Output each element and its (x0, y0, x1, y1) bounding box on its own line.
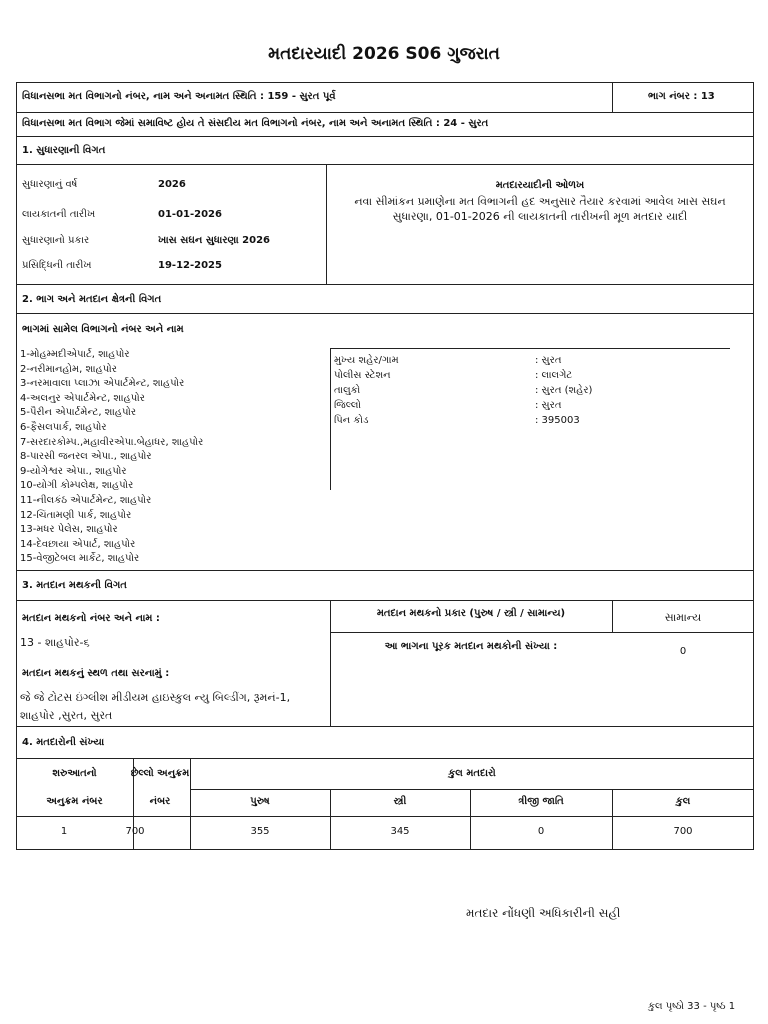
list-item: 12-ચિંતામણી પાર્ક, શાહપોર (20, 509, 132, 521)
address-label: મતદાન મથકનું સ્થળ તથા સરનામું : (22, 668, 170, 679)
list-item: 10-યોગી કોમ્પલેક્ષ, શાહપોર (20, 480, 134, 492)
villages-subheading: ભાગમાં સામેલ વિભાગનો નંબર અને નામ (22, 324, 184, 335)
section4-heading: 4. મતદારોની સંખ્યા (22, 737, 105, 748)
parliament-label: વિધાનસભા મત વિભાગ જેમાં સમાવિષ્ટ હોય તે સંસદીય મત વિભાગનો નંબર, નામ અને અનામત સ્થિતિ : 24 - સુરત (22, 118, 489, 129)
list-item: 8-પારસી જનરલ એપા., શાહપોર (20, 451, 152, 463)
section2-heading: 2. ભાગ અને મતદાન ક્ષેત્રની વિગત (22, 294, 162, 305)
page-footer: કુલ પૃષ્ઠો 33 - પૃષ્ઠ 1 (648, 1001, 736, 1012)
publication-date-value: 19-12-2025 (158, 260, 222, 271)
list-item: 14-દેવછાયા એપાર્ટ, શાહપોર (20, 538, 136, 550)
section1-heading: 1. સુધારણાની વિગત (22, 145, 106, 156)
taluka-label: તાલુકો (334, 385, 361, 396)
col-female: સ્ત્રી (393, 796, 407, 807)
aux-stations-value: 0 (679, 646, 687, 657)
station-type-label: મતદાન મથકનો પ્રકાર (પુરુષ / સ્ત્રી / સામાન્ય) (376, 608, 566, 619)
qualifying-date-label: લાયકાતની તારીખ (22, 209, 96, 220)
address-line2: શાહપોર ,સુરત, સુરત (20, 709, 113, 722)
col-total: કુલ (675, 796, 691, 807)
list-item: 9-યોગેશ્વર એપા., શાહપોર (20, 465, 127, 477)
cell-female: 345 (390, 826, 410, 837)
page-title: મતદારયાદી 2026 S06 ગુજરાત (268, 44, 500, 64)
roll-id-line2: સુધારણા, 01-01-2026 ની લાયકાતની તારીખની મૂળ મતદાર યાદી (392, 210, 688, 223)
list-item: 2-નરીમાનહોમ, શાહપોર (20, 363, 117, 375)
details-top-rule (330, 348, 730, 349)
section3-heading: 3. મતદાન મથકની વિગત (22, 580, 127, 591)
revision-year-value: 2026 (158, 179, 186, 190)
list-item: 1-મોહમ્મદીએપાર્ટ, શાહપોર (20, 349, 130, 360)
officer-signature: મતદાર નોંધણી અધિકારીની સહી (466, 906, 621, 920)
revision-type-label: સુધારણાનો પ્રકાર (22, 235, 90, 246)
list-item: 13-મધર પેલેસ, શાહપોર (20, 524, 118, 536)
cell-start: 1 (60, 826, 68, 837)
list-item: 7-સરદારકોમ્પ.,મહાવીરએપા.બેહાધર, શાહપોર (20, 436, 204, 448)
cell-end: 700 (125, 826, 145, 837)
city-value: : સુરત (535, 355, 562, 366)
qualifying-date-value: 01-01-2026 (158, 209, 222, 220)
col-male: પુરુષ (250, 796, 270, 807)
list-item: 6-ફૈસલપાર્ક, શાહપોર (20, 422, 107, 433)
police-station-value: : લાલગેટ (535, 370, 573, 381)
address-line1: જે જે ટોટસ ઇંગ્લીશ મીડીયમ હાઇસ્કુલ ન્યુ બિલ્ડીંગ, રૂમનં-1, (20, 691, 291, 704)
station-type-value: સામાન્ય (664, 611, 702, 624)
roll-id-line1: નવા સીમાંકન પ્રમાણેના મત વિભાગની હદ અનુસાર તૈયાર કરવામાં આવેલ ખાસ સઘન (354, 195, 726, 208)
aux-stations-label: આ ભાગના પૂરક મતદાન મથકોની સંખ્યા : (384, 641, 558, 652)
total-voters-heading: કુલ મતદારો (448, 768, 496, 779)
col-end-label1: છેલ્લો અનુક્રમ (130, 768, 190, 779)
col-start-label1: શરુઆતનો (52, 768, 97, 779)
assembly-label: વિધાનસભા મત વિભાગનો નંબર, નામ અને અનામત સ્થિતિ : 159 - સુરત પૂર્વ (22, 91, 336, 102)
district-value: : સુરત (535, 400, 562, 411)
col-third-gender: ત્રીજી જાતિ (518, 796, 564, 807)
city-label: મુખ્ય શહેર/ગામ (334, 355, 399, 366)
pincode-value: : 395003 (535, 415, 580, 426)
revision-type-value: ખાસ સઘન સુધારણા 2026 (158, 235, 271, 246)
list-item: 11-નીલકંઠ એપાર્ટમેન્ટ, શાહપોર (20, 495, 152, 506)
part-number: ભાગ નંબર : 13 (648, 91, 715, 102)
details-divider (330, 348, 331, 490)
list-item: 4-અલનુર એપાર્ટમેન્ટ, શાહપોર (20, 392, 145, 404)
list-item: 15-વેજીટેબલ માર્કેટ, શાહપોર (20, 553, 140, 565)
publication-date-label: પ્રસિદ્ધિની તારીખ (22, 260, 92, 271)
station-label: મતદાન મથકનો નંબર અને નામ : (22, 613, 160, 624)
cell-total: 700 (673, 826, 693, 837)
district-label: જિલ્લો (334, 400, 361, 411)
taluka-value: : સુરત (શહેર) (535, 385, 593, 396)
station-value: 13 - શાહપોર-૬ (20, 636, 90, 649)
col-start-label2: અનુક્રમ નંબર (46, 796, 103, 807)
cell-male: 355 (250, 826, 270, 837)
cell-third-gender: 0 (537, 826, 545, 837)
list-item: 3-નરમાવાલા પ્લાઝા એપાર્ટમેન્ટ, શાહપોર (20, 378, 185, 390)
revision-year-label: સુધારણાનું વર્ષ (22, 179, 78, 190)
pincode-label: પિન કોડ (334, 415, 369, 426)
roll-id-heading: મતદારયાદીની ઓળખ (495, 180, 585, 191)
col-end-label2: નંબર (149, 796, 171, 807)
list-item: 5-પૈરીન એપાર્ટમેન્ટ, શાહપોર (20, 407, 137, 419)
police-station-label: પોલીસ સ્ટેશન (334, 370, 391, 381)
